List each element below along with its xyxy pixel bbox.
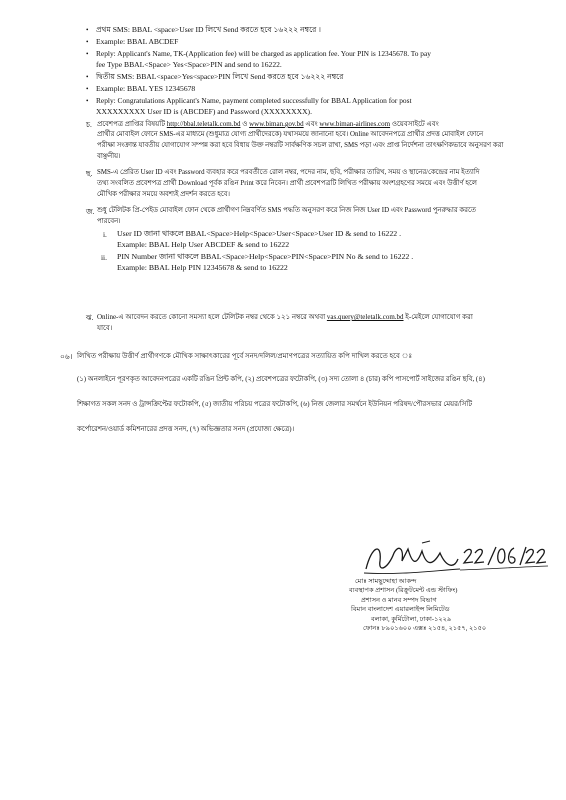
- signatory-designation: ব্যবস্থাপক প্রশাসন (রিক্রুটমেন্ট এন্ড স্টাফিং): [349, 587, 458, 595]
- section-marker: ঝ.: [86, 313, 94, 322]
- link-biman-gov[interactable]: www.biman.gov.bd: [249, 120, 304, 128]
- recovery-line-1: শুধু টেলিটক প্রি-পেইড মোবাইল ফোন থেকে প্রার্থীগণ নিম্নবর্ণিত SMS পদ্ধতি অনুসরণ করে নিজ নিজ User ID এবং Password পুনরুদ্ধার করতে: [97, 207, 476, 214]
- bullet-dot: •: [86, 85, 89, 93]
- handwritten-signature: [360, 539, 550, 581]
- bullet-dot: •: [86, 26, 89, 34]
- bullet-reply-1: Reply: Applicant's Name, TK-(Application fee) will be charged as application fee. Your PIN is 12345678. To pay: [96, 49, 431, 58]
- section-marker: জ.: [86, 207, 95, 216]
- admit-card-line-1: [97, 119, 439, 130]
- bullet-reply-1-cont: fee Type BBAL<Space> Yes<Space>PIN and send to 16222.: [96, 60, 282, 69]
- text-segment: Online-এ আবেদন করতে কোনো সমস্যা হলে টেলিটক নম্বর থেকে ১২১ নম্বরে অথবা: [97, 313, 326, 321]
- bullet-reply-2-cont: XXXXXXXXX User ID is (ABCDEF) and Password (XXXXXXXX).: [96, 107, 312, 116]
- section-marker: ছ.: [86, 169, 93, 178]
- text-segment: ও: [242, 120, 248, 128]
- admit-card-line-3: পরীক্ষা সংক্রান্ত যাবতীয় যোগাযোগ সম্পন্ন করা হবে বিধায় উক্ত নম্বরটি সার্বক্ষণিক সচল রাখা, SMS পড়া এবং প্রাপ্ত নির্দেশনা তাৎক্ষণিকভাবে অনুসরণ করা: [97, 142, 504, 149]
- text-segment: ই-মেইলে যোগাযোগ করা: [405, 313, 473, 321]
- signature-block: [349, 577, 549, 633]
- bullet-example-2: Example: BBAL YES 12345678: [96, 84, 196, 93]
- signatory-name: মোঃ সামছুদ্দোহা আকন্দ: [355, 578, 417, 585]
- signatory-division: প্রশাসন ও মানব সম্পদ বিভাগ: [361, 596, 437, 604]
- recovery-pin-example: Example: BBAL Help PIN 12345678 & send to 16222: [117, 263, 288, 272]
- bullet-dot: •: [86, 73, 89, 81]
- list-marker: i.: [103, 230, 107, 239]
- contact-line-1: [97, 312, 473, 323]
- text-segment: ওয়েবসাইটে এবং: [391, 120, 439, 128]
- admit-card-line-4: বাঞ্ছনীয়।: [97, 153, 121, 160]
- list-marker: ii.: [101, 253, 107, 262]
- viva-line-4: কর্পোরেশন/ওয়ার্ড কমিশনারের প্রদত্ত সনদ, (৭) অভিজ্ঞতার সনদ (প্রযোজ্য ক্ষেত্রে)।: [77, 426, 295, 433]
- recovery-userid-instruction: User ID জানা থাকলে BBAL<Space>Help<Space>User<Space>User ID & send to 16222 .: [117, 229, 402, 238]
- link-biman-airlines[interactable]: www.biman-airlines.com: [319, 120, 391, 128]
- download-line-3: মৌখিক পরীক্ষার সময়ে অবশ্যই প্রদর্শন করতে হবে।: [97, 191, 230, 198]
- recovery-pin-instruction: PIN Number জানা থাকলে BBAL<Space>Help<Space>PIN<Space>PIN No & send to 16222 .: [117, 252, 414, 261]
- bullet-example-1: Example: BBAL ABCDEF: [96, 37, 179, 46]
- viva-line-2: (১) অনলাইনে পূরণকৃত আবেদনপত্রের একটি রঙিন প্রিন্ট কপি, (২) প্রবেশপত্রের ফটোকপি, (৩) সদ্য তোলা ৪ (চার) কপি পাসপোর্ট সাইজের রঙিন ছবি, (৪): [77, 376, 485, 383]
- contact-line-2: যাবে।: [97, 324, 113, 332]
- section-marker: চ.: [86, 120, 92, 129]
- text-segment: প্রবেশপত্র প্রাপ্তির বিষয়টি: [97, 120, 166, 128]
- viva-line-1: লিখিত পরীক্ষায় উত্তীর্ণ প্রার্থীগণকে মৌখিক সাক্ষাৎকারের পূর্বে সনদ/দলিল/প্রমাণপত্রের সত্যায়িত কপি দাখিল করতে হবে ঃ: [77, 352, 413, 360]
- recovery-userid-example: Example: BBAL Help User ABCDEF & send to 16222: [117, 240, 290, 249]
- bullet-dot: •: [86, 38, 89, 46]
- signatory-phone: ফোনঃ ৮৯০১৬০০ এক্সঃ ২১৫৪, ২১৫৭, ২১৫০: [363, 625, 487, 633]
- link-teletalk[interactable]: http://bbal.teletalk.com.bd: [166, 120, 241, 128]
- admit-card-line-2: প্রার্থীর মোবাইল ফোনে SMS-এর মাধ্যমে (শুধুমাত্র যোগ্য প্রার্থীদেরকে) যথাসময়ে জানানো হবে। Online আবেদনপত্রে প্রার্থীর প্রদত্ত মোবাইল ফোনে: [97, 131, 484, 138]
- bullet-dot: •: [86, 97, 89, 105]
- download-line-2: তথ্য সংবলিত প্রবেশপত্র প্রার্থী Download পূর্বক রঙিন Print করে নিবেন। প্রার্থী প্রবেশপত্রটি লিখিত পরীক্ষায় অংশগ্রহণের সময়ে এবং উত্তীর্ণ হলে: [97, 180, 477, 187]
- viva-line-3: শিক্ষাগত সকল সনদ ও ট্রান্সক্রিপ্টের ফটোকপি, (৫) জাতীয় পরিচয় পত্রের ফটোকপি, (৬) নিজ জেলার সমর্থনে ইউনিয়ন পরিষদ/পৌরসভার মেয়র/সিটি: [77, 401, 473, 408]
- recovery-line-2: পারবেন।: [97, 218, 121, 225]
- bullet-second-sms: দ্বিতীয় SMS: BBAL<space>Yes<space>PIN লিখে Send করতে হবে ১৬২২২ নম্বরে: [96, 72, 344, 81]
- signatory-company: বিমান বাংলাদেশ এয়ারলাইন্স লিমিটেড: [351, 606, 450, 614]
- section-marker: ০৬।: [60, 352, 73, 361]
- bullet-reply-2: Reply: Congratulations Applicant's Name, payment completed successfully for BBAL Application for post: [96, 96, 412, 105]
- email-link[interactable]: vas.query@teletalk.com.bd: [326, 313, 404, 321]
- download-line-1: SMS-এ প্রেরিত User ID এবং Password ব্যবহার করে পরবর্তীতে রোল নম্বর, পদের নাম, ছবি, পরীক্ষার তারিখ, সময় ও স্থানের/কেন্দ্রের নাম ইত্যাদি: [97, 169, 480, 176]
- bullet-dot: •: [86, 50, 89, 58]
- bullet-first-sms: প্রথম SMS: BBAL <space>User ID লিখে Send করতে হবে ১৬২২২ নম্বরে ।: [96, 25, 321, 34]
- signatory-address: বলাকা, কুর্মিটোলা, ঢাকা-১২২৯: [371, 615, 452, 623]
- text-segment: এবং: [305, 120, 318, 128]
